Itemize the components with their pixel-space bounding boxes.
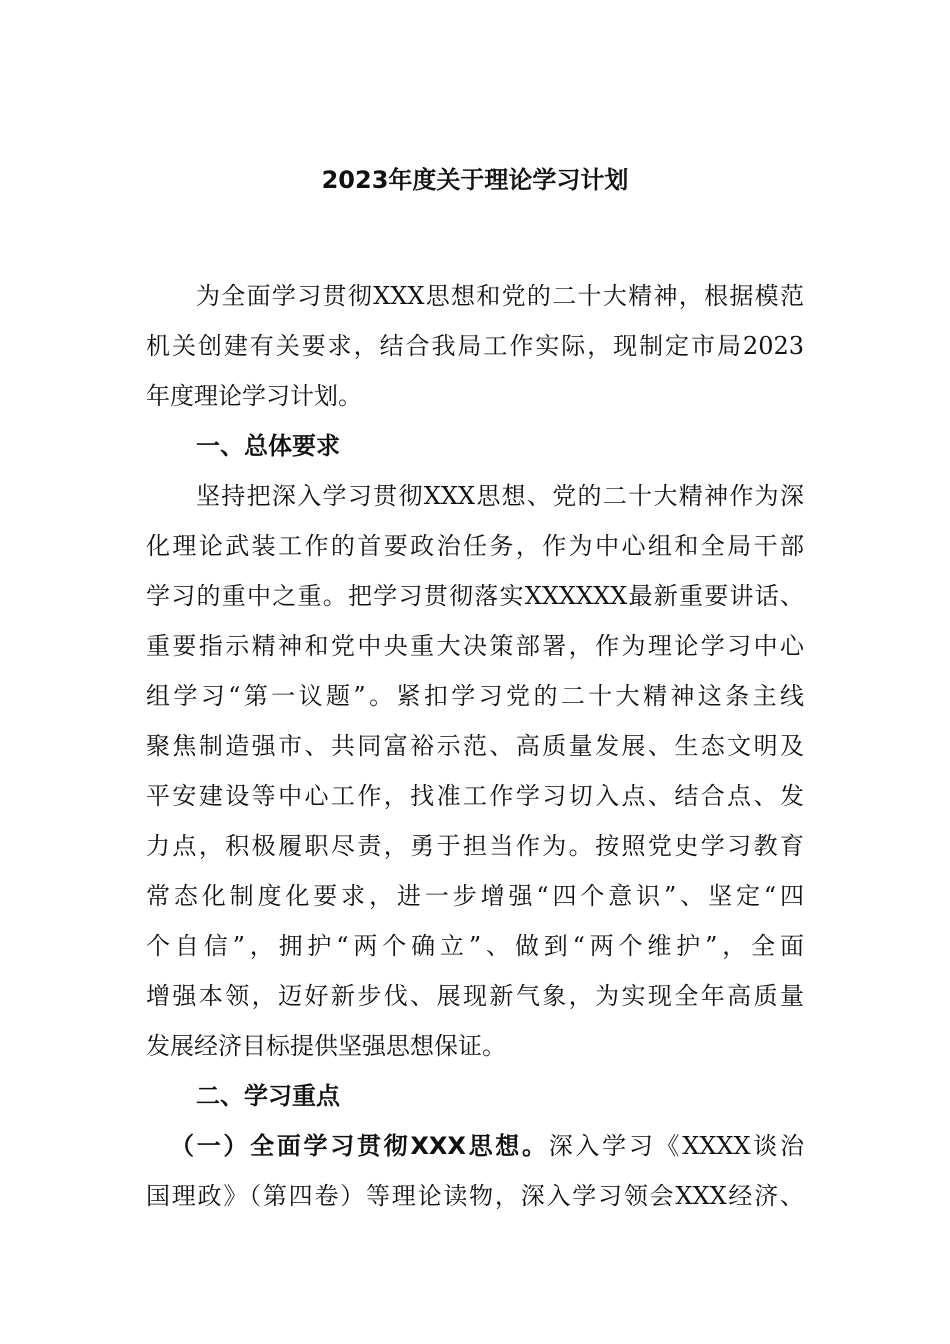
- subsection-text: 深入学习《XXXX谈治: [548, 1132, 804, 1160]
- section-heading-2: 二、学习重点: [196, 1082, 340, 1110]
- body-line: 发展经济目标提供坚强思想保证。: [146, 1032, 506, 1060]
- body-line: 平安建设等中心工作，找准工作学习切入点、结合点、发: [146, 782, 804, 810]
- body-line: 组学习“第一议题”。紧扣学习党的二十大精神这条主线: [146, 682, 804, 710]
- body-line: 聚焦制造强市、共同富裕示范、高质量发展、生态文明及: [146, 732, 804, 760]
- document-title: 2023年度关于理论学习计划: [321, 166, 629, 194]
- body-line: 化理论武装工作的首要政治任务，作为中心组和全局干部: [146, 532, 804, 560]
- body-line: 坚持把深入学习贯彻XXX思想、党的二十大精神作为深: [196, 482, 804, 510]
- subsection-line-2: 国理政》（第四卷）等理论读物，深入学习领会XXX经济、: [146, 1182, 804, 1210]
- body-line: 学习的重中之重。把学习贯彻落实XXXXXX最新重要讲话、: [146, 582, 804, 610]
- section-heading-1: 一、总体要求: [196, 432, 340, 460]
- body-line: 常态化制度化要求，进一步增强“四个意识”、坚定“四: [146, 882, 804, 910]
- body-line: 个自信”，拥护“两个确立”、做到“两个维护”，全面: [146, 932, 804, 960]
- subsection-title: （一）全面学习贯彻XXX思想。: [170, 1132, 549, 1160]
- body-line: 增强本领，迈好新步伐、展现新气象，为实现全年高质量: [146, 982, 804, 1010]
- body-line: 力点，积极履职尽责，勇于担当作为。按照党史学习教育: [146, 832, 804, 860]
- intro-line-2: 机关创建有关要求，结合我局工作实际，现制定市局2023: [146, 332, 804, 360]
- body-line: 重要指示精神和党中央重大决策部署，作为理论学习中心: [146, 632, 804, 660]
- intro-line-3: 年度理论学习计划。: [146, 382, 362, 410]
- intro-line-1: 为全面学习贯彻XXX思想和党的二十大精神，根据模范: [196, 282, 804, 310]
- subsection-line-1: [170, 1121, 804, 1171]
